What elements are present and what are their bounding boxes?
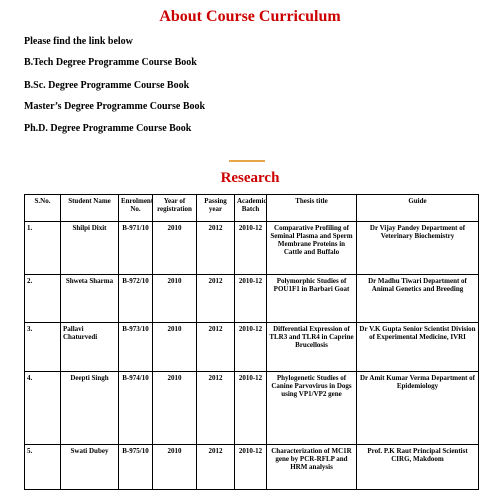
cell-enrolment: B-971/10 [119,222,153,275]
cell-student-name: Swati Dubey [61,445,119,490]
cell-thesis-title: Phylogenetic Studies of Canine Parvovirus in Dogs using VP1/VP2 gene [267,372,357,445]
table-row [25,275,479,323]
page-title: About Course Curriculum [159,8,341,25]
cell-year-registration: 2010 [153,372,197,445]
cell-student-name: Deepti Singh [61,372,119,445]
table-row [25,372,479,445]
research-table [24,194,479,490]
cell-passing-year: 2012 [197,323,235,372]
cell-passing-year: 2012 [197,222,235,275]
cell-enrolment: B-974/10 [119,372,153,445]
cell-enrolment: B-973/10 [119,323,153,372]
col-header-academic-batch: Academic Batch [235,195,267,222]
cell-academic-batch: 2010-12 [235,323,267,372]
col-header-student-name: Student Name [61,195,119,222]
col-header-enrolment: Enrolment No. [119,195,153,222]
table-row [25,222,479,275]
col-header-guide: Guide [357,195,479,222]
cell-thesis-title: Differential Expression of TLR3 and TLR4 in Caprine Brucellosis [267,323,357,372]
btech-course-book-link[interactable]: B.Tech Degree Programme Course Book [24,57,197,68]
cell-academic-batch: 2010-12 [235,372,267,445]
cell-student-name: Shweta Sharma [61,275,119,323]
cell-sno: 4. [25,372,61,445]
bsc-course-book-link[interactable]: B.Sc. Degree Programme Course Book [24,80,190,91]
cell-guide: Dr V.K Gupta Senior Scientist Division of Experimental Medicine, IVRI [357,323,479,372]
cell-year-registration: 2010 [153,323,197,372]
cell-thesis-title: Characterization of MC1R gene by PCR-RFLP and HRM analysis [267,445,357,490]
research-heading: Research [220,170,280,186]
cell-student-name: Pallavi Chaturvedi [61,323,119,372]
cell-guide: Dr Madhu Tiwari Department of Animal Genetics and Breeding [357,275,479,323]
cell-sno: 5. [25,445,61,490]
cell-sno: 1. [25,222,61,275]
col-header-year-registration: Year of registration [153,195,197,222]
col-header-thesis-title: Thesis title [267,195,357,222]
col-header-passing-year: Passing year [197,195,235,222]
cell-sno: 3. [25,323,61,372]
cell-enrolment: B-972/10 [119,275,153,323]
cell-thesis-title: Polymorphic Studies of POU1F1 in Barbari Goat [267,275,357,323]
cell-passing-year: 2012 [197,372,235,445]
cell-academic-batch: 2010-12 [235,275,267,323]
cell-guide: Dr Vijay Pandey Department of Veterinary Biochemistry [357,222,479,275]
cell-academic-batch: 2010-12 [235,222,267,275]
cell-enrolment: B-975/10 [119,445,153,490]
phd-course-book-link[interactable]: Ph.D. Degree Programme Course Book [24,123,192,134]
table-header-row [25,195,479,222]
cell-guide: Dr Amit Kumar Verma Department of Epidemiology [357,372,479,445]
cell-year-registration: 2010 [153,445,197,490]
cell-passing-year: 2012 [197,275,235,323]
table-row [25,445,479,490]
cell-thesis-title: Comparative Profiling of Seminal Plasma and Sperm Membrane Proteins in Cattle and Buffalo [267,222,357,275]
cell-year-registration: 2010 [153,275,197,323]
cell-sno: 2. [25,275,61,323]
col-header-sno: S.No. [25,195,61,222]
cell-year-registration: 2010 [153,222,197,275]
intro-text: Please find the link below [24,36,133,47]
cell-student-name: Shilpi Dixit [61,222,119,275]
cell-academic-batch: 2010-12 [235,445,267,490]
masters-course-book-link[interactable]: Master’s Degree Programme Course Book [24,101,206,112]
table-row [25,323,479,372]
cell-passing-year: 2012 [197,445,235,490]
section-divider [229,160,265,162]
cell-guide: Prof. P.K Raut Principal Scientist CIRG, Makdoom [357,445,479,490]
